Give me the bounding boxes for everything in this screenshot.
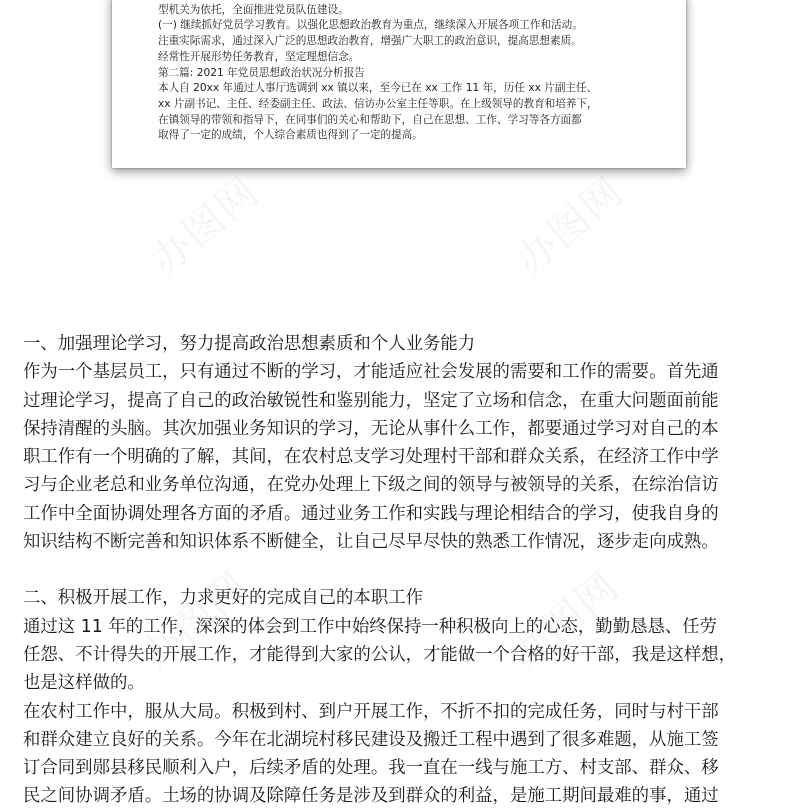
preview-line: 注重实际需求，通过深入广泛的思想政治教育，增强广大职工的政治意识，提高思想素质。 bbox=[158, 35, 582, 48]
paragraph-line: 工作中全面协调处理各方面的矛盾。通过业务工作和实践与理论相结合的学习，使我自身的 bbox=[23, 503, 719, 524]
paragraph-line: 过理论学习，提高了自己的政治敏锐性和鉴别能力，坚定了立场和信念，在重大问题面前能 bbox=[23, 390, 719, 411]
paragraph-line: 订合同到郧县移民顺利入户，后续矛盾的处理。我一直在一线与施工方、村支部、群众、移 bbox=[23, 758, 719, 779]
paragraph-line: 也是这样做的。 bbox=[23, 673, 145, 694]
paragraph-line: 习与企业老总和业务单位沟通，在党办处理上下级之间的领导与被领导的关系，在综治信访 bbox=[23, 475, 719, 496]
preview-line: 在镇领导的带领和指导下，在同事们的关心和帮助下，自己在思想、工作、学习等各方面都 bbox=[158, 113, 582, 126]
paragraph-line: 民之间协调矛盾。土场的协调及除障任务是涉及到群众的利益，是施工期间最难的事，通过 bbox=[23, 786, 719, 807]
preview-line: (一) 继续抓好党员学习教育。以强化思想政治教育为重点，继续深入开展各项工作和活动。 bbox=[158, 19, 583, 32]
paragraph-line: 任怨、不计得失的开展工作，才能得到大家的公认，才能做一个合格的好干部，我是这样想， bbox=[23, 644, 737, 665]
document-preview-card bbox=[112, 0, 686, 168]
paragraph-line: 作为一个基层员工，只有通过不断的学习，才能适应社会发展的需要和工作的需要。首先通 bbox=[23, 362, 719, 383]
paragraph-line: 在农村工作中，服从大局。积极到村、到户开展工作，不折不扣的完成任务，同时与村干部 bbox=[23, 701, 719, 722]
preview-line: 型机关为依托，全面推进党员队伍建设。 bbox=[158, 3, 349, 16]
preview-line: 本人自 20xx 年通过人事厅选调到 xx 镇以来，至今已在 xx 工作 11 年，历任 xx 片副主任、 bbox=[158, 82, 598, 95]
watermark bbox=[501, 161, 634, 286]
preview-line: 经常性开展形势任务教育，坚定理想信念。 bbox=[158, 50, 360, 63]
section-gap bbox=[23, 556, 783, 584]
paragraph-line: 和群众建立良好的关系。今年在北湖垸村移民建设及搬迁工程中遇到了很多难题，从施工签 bbox=[23, 729, 719, 750]
paragraph-line: 保持清醒的头脑。其次加强业务知识的学习，无论从事什么工作，都要通过学习对自己的本 bbox=[23, 418, 719, 439]
paragraph-line: 知识结构不断完善和知识体系不断健全，让自己尽早尽快的熟悉工作情况，逐步走向成熟。 bbox=[23, 532, 719, 553]
watermark bbox=[136, 161, 269, 286]
document-body bbox=[23, 330, 783, 811]
section-heading: 二、积极开展工作，力求更好的完成自己的本职工作 bbox=[23, 588, 423, 609]
preview-line: xx 片副书记、主任、经委副主任、政法、信访办公室主任等职。在上级领导的教育和培养下， bbox=[158, 97, 598, 110]
preview-line: 取得了一定的成绩，个人综合素质也得到了一定的提高。 bbox=[158, 129, 423, 142]
preview-line: 第二篇: 2021 年党员思想政治状况分析报告 bbox=[158, 66, 365, 79]
paragraph-line: 通过这 11 年的工作，深深的体会到工作中始终保持一种积极向上的心态，勤勤恳恳、任劳 bbox=[23, 616, 718, 637]
section-heading: 一、加强理论学习，努力提高政治思想素质和个人业务能力 bbox=[23, 334, 476, 354]
paragraph-line: 职工作有一个明确的了解，其间，在农村总支学习处理村干部和群众关系，在经济工作中学 bbox=[23, 447, 719, 468]
